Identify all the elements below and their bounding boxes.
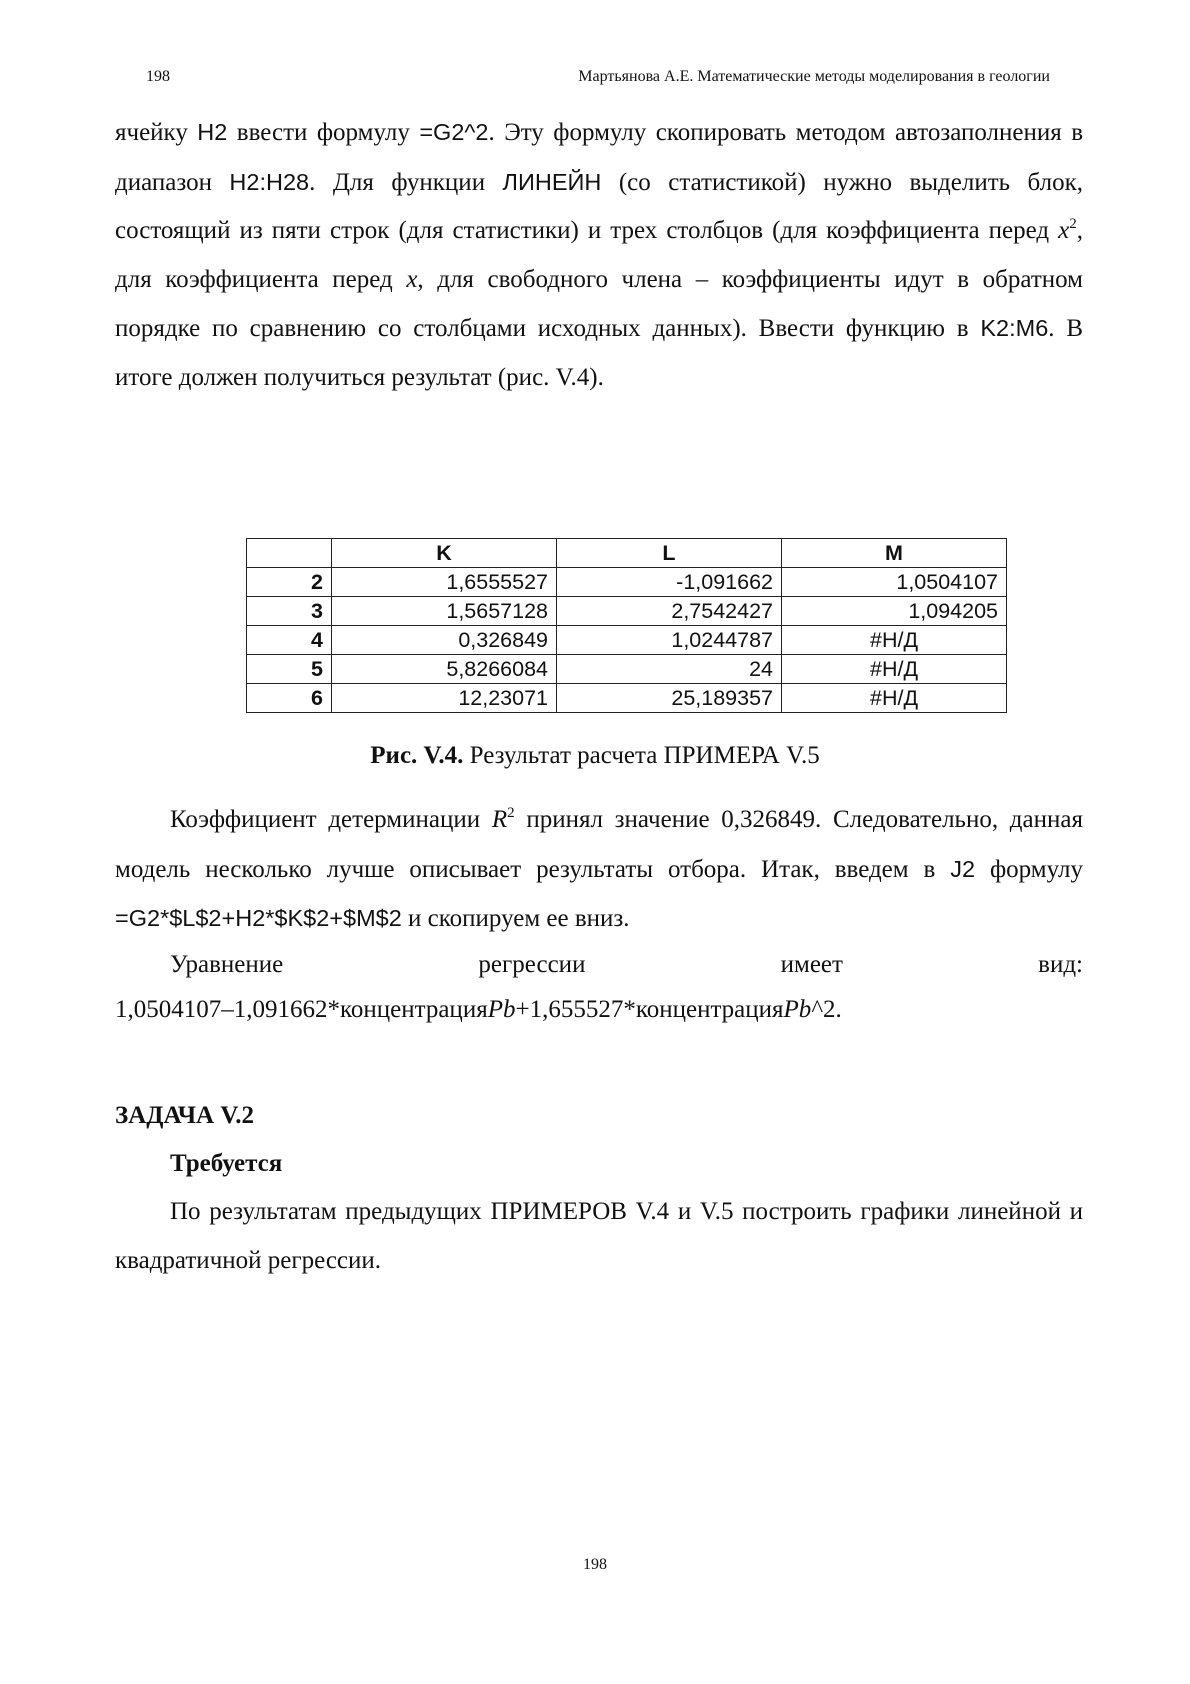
table-cell: 1,094205 [782,597,1007,626]
table-cell: 5,8266084 [332,655,557,684]
header-page-number: 198 [146,68,170,85]
text-run: ввести формулу [227,119,420,146]
text-run: и скопируем ее вниз. [401,905,630,932]
math-var: Pb [783,995,812,1023]
text-run: 1,0504107–1,091662*концентрация [115,995,488,1023]
column-header-k: K [332,539,557,568]
result-table [246,538,1007,713]
table-header-row [247,539,1007,568]
table-row [247,655,1007,684]
row-header: 5 [247,655,332,684]
math-var: x [406,265,418,293]
header-running-title: Мартьянова А.Е. Математические методы моделирования в геологии [578,68,1050,85]
table-row [247,684,1007,713]
table-corner-cell [247,539,332,568]
table-cell: 24 [557,655,782,684]
table-row [247,597,1007,626]
table-row [247,626,1007,655]
task-text: По результатам предыдущих ПРИМЕРОВ V.4 и V.5 построить графики линейной и квадратичной регрессии. [115,1198,1083,1274]
text-run: +1,655527*концентрация [515,995,784,1023]
table-row [247,568,1007,597]
text-run: . В итоге должен получиться результат (рис. V.4). [115,315,1083,391]
text-run: принял значение 0,326849. Следовательно, данная модель несколько лучше описывает результаты отбора. Итак, введем в [115,806,1083,883]
regression-equation [115,986,1083,1035]
caption-text: Результат расчета ПРИМЕРА V.5 [463,742,820,769]
task-subheading: Требуется [170,1150,283,1177]
figure-caption [0,742,1190,770]
math-exponent: 2 [507,805,515,821]
text-run: . Для функции [309,168,503,196]
row-header: 4 [247,626,332,655]
task-heading: ЗАДАЧА V.2 [115,1102,254,1129]
text-run: . Эту формулу скопировать методом автозаполнения в диапазон [115,119,1083,196]
table-cell: 12,23071 [332,684,557,713]
column-header-l: L [557,539,782,568]
row-header: 6 [247,684,332,713]
footer-page-number: 198 [583,1556,607,1573]
text-run: (со статистикой) нужно выделить блок, состоящий из пяти строк (для статистики) и трех столбцов (для коэффициента перед [115,168,1083,244]
table-cell: 0,326849 [332,626,557,655]
table-cell: 2,7542427 [557,597,782,626]
formula: =G2^2 [419,119,489,145]
cell-ref: J2 [950,855,976,882]
formula: =G2*$L$2+H2*$K$2+$M$2 [115,905,402,931]
table-cell: #Н/Д [782,684,1007,713]
table-cell: 1,0244787 [557,626,782,655]
math-var: x [1058,217,1070,244]
row-header: 3 [247,597,332,626]
table-cell: #Н/Д [782,655,1007,684]
task-section [115,1092,1083,1285]
cell-ref: H2 [197,119,228,145]
caption-label: Рис. V.4. [370,742,464,769]
math-var: Pb [487,995,516,1023]
table-cell: #Н/Д [782,626,1007,655]
table-cell: -1,091662 [557,568,782,597]
table-cell: 1,5657128 [332,597,557,626]
text-run: формулу [975,855,1083,883]
math-var: R [491,806,508,833]
text-run: , для свободного члена – коэффициенты идут в обратном порядке по сравнению со столбцами исходных данных). Ввести функцию в [115,265,1083,342]
function-name: ЛИНЕЙН [502,168,602,195]
paragraph-equation [115,941,1083,1034]
cell-range: H2:H28 [229,168,310,195]
math-exponent: 2 [1069,216,1077,232]
column-header-m: M [782,539,1007,568]
paragraph-determination [115,796,1083,944]
text-run: ^2. [811,995,842,1023]
equation-intro: Уравнение регрессии имеет вид: [170,951,1083,978]
text-run: Коэффициент детерминации [170,806,492,833]
table-cell: 1,6555527 [332,568,557,597]
text-run: , для коэффициента перед [115,217,1083,293]
table-cell: 1,0504107 [782,568,1007,597]
row-header: 2 [247,568,332,597]
table-cell: 25,189357 [557,684,782,713]
paragraph-instructions [115,108,1083,402]
text-run: ячейку [115,119,198,146]
cell-range: K2:M6 [980,315,1049,341]
